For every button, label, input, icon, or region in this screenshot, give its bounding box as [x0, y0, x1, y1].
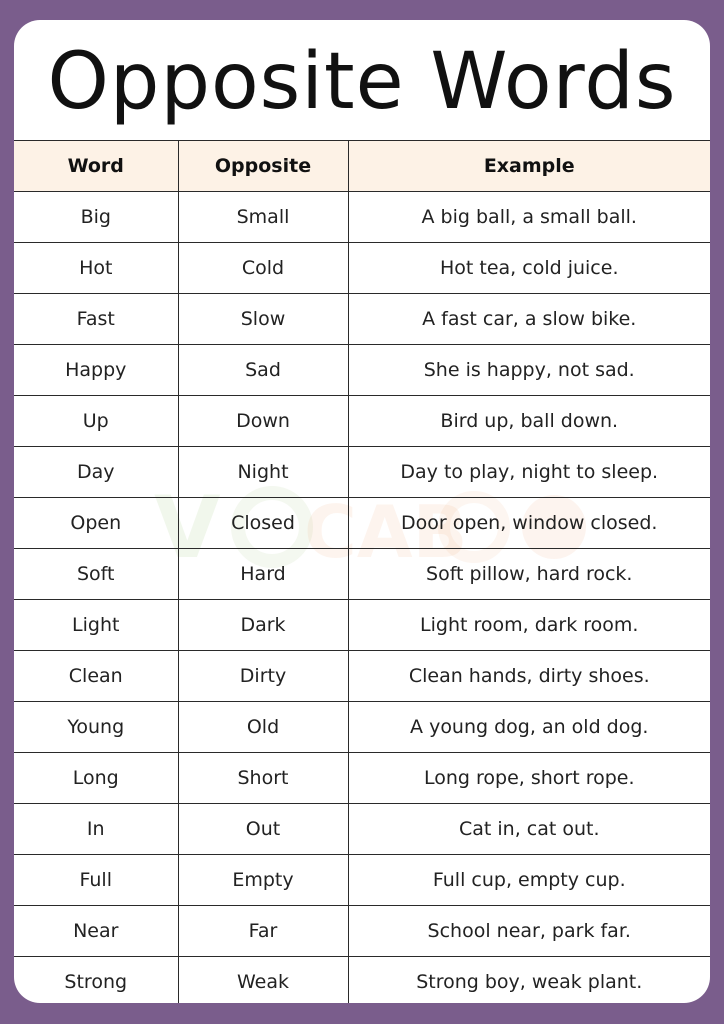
word-cell: Light	[14, 600, 178, 651]
watermark-letters: CAB	[304, 490, 468, 574]
word-cell: Fast	[14, 294, 178, 345]
table-row	[14, 855, 710, 906]
word-cell: Soft	[14, 549, 178, 600]
word-cell: Happy	[14, 345, 178, 396]
table-row	[14, 753, 710, 804]
example-cell: A big ball, a small ball.	[348, 192, 710, 243]
example-cell: Light room, dark room.	[348, 600, 710, 651]
opposite-cell: Night	[178, 447, 348, 498]
example-cell: Soft pillow, hard rock.	[348, 549, 710, 600]
opposite-cell: Small	[178, 192, 348, 243]
word-cell: Hot	[14, 243, 178, 294]
example-cell: Door open, window closed.	[348, 498, 710, 549]
opposite-cell: Slow	[178, 294, 348, 345]
opposite-cell: Old	[178, 702, 348, 753]
opposite-cell: Empty	[178, 855, 348, 906]
table-row	[14, 498, 710, 549]
table-row	[14, 702, 710, 753]
opposite-cell: Short	[178, 753, 348, 804]
opposite-cell: Down	[178, 396, 348, 447]
opposite-cell: Sad	[178, 345, 348, 396]
word-cell: Strong	[14, 957, 178, 1004]
example-cell: Full cup, empty cup.	[348, 855, 710, 906]
example-cell: Long rope, short rope.	[348, 753, 710, 804]
example-cell: She is happy, not sad.	[348, 345, 710, 396]
opposite-cell: Closed	[178, 498, 348, 549]
example-cell: A fast car, a slow bike.	[348, 294, 710, 345]
example-cell: Hot tea, cold juice.	[348, 243, 710, 294]
example-cell: A young dog, an old dog.	[348, 702, 710, 753]
opposite-cell: Hard	[178, 549, 348, 600]
example-cell: School near, park far.	[348, 906, 710, 957]
table-row	[14, 549, 710, 600]
opposite-cell: Out	[178, 804, 348, 855]
table-row	[14, 345, 710, 396]
word-cell: Up	[14, 396, 178, 447]
table-row	[14, 192, 710, 243]
table-row	[14, 294, 710, 345]
example-cell: Clean hands, dirty shoes.	[348, 651, 710, 702]
example-cell: Day to play, night to sleep.	[348, 447, 710, 498]
word-cell: Day	[14, 447, 178, 498]
header-opposite: Opposite	[178, 141, 348, 192]
table-row	[14, 804, 710, 855]
page-title: Opposite Words	[47, 37, 677, 127]
worksheet-card	[14, 20, 710, 1003]
watermark-letter-v: V	[154, 478, 221, 575]
opposites-table	[14, 140, 710, 1003]
opposite-cell: Dirty	[178, 651, 348, 702]
word-cell: Near	[14, 906, 178, 957]
header-example: Example	[348, 141, 710, 192]
table-row	[14, 396, 710, 447]
word-cell: Big	[14, 192, 178, 243]
opposite-cell: Dark	[178, 600, 348, 651]
table-row	[14, 651, 710, 702]
opposite-cell: Far	[178, 906, 348, 957]
word-cell: Full	[14, 855, 178, 906]
word-cell: Clean	[14, 651, 178, 702]
word-cell: Long	[14, 753, 178, 804]
table-row	[14, 957, 710, 1004]
word-cell: In	[14, 804, 178, 855]
table-row	[14, 447, 710, 498]
example-cell: Strong boy, weak plant.	[348, 957, 710, 1004]
example-cell: Bird up, ball down.	[348, 396, 710, 447]
header-word: Word	[14, 141, 178, 192]
word-cell: Young	[14, 702, 178, 753]
opposite-cell: Cold	[178, 243, 348, 294]
table-row	[14, 243, 710, 294]
example-cell: Cat in, cat out.	[348, 804, 710, 855]
opposite-cell: Weak	[178, 957, 348, 1004]
table-header-row	[14, 141, 710, 192]
table-row	[14, 600, 710, 651]
table-row	[14, 906, 710, 957]
word-cell: Open	[14, 498, 178, 549]
